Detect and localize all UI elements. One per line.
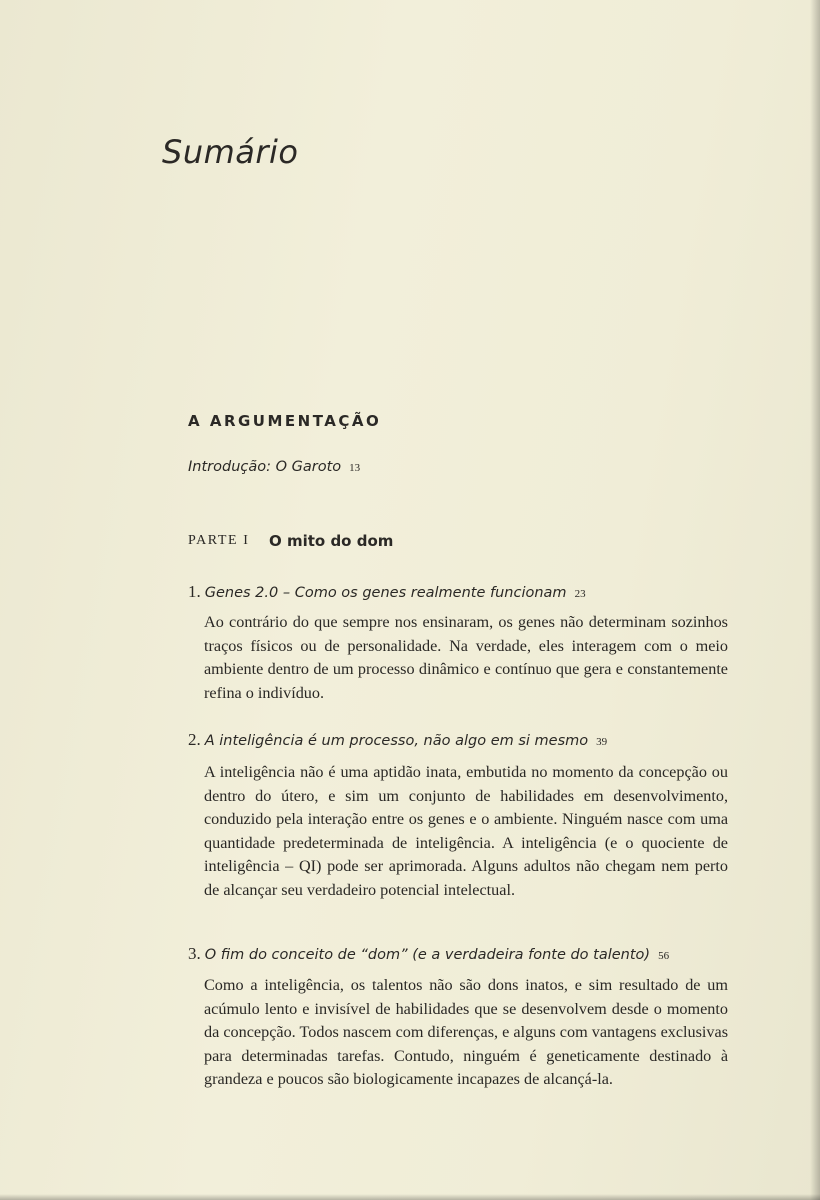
chapter-page-number: 39 — [596, 736, 608, 748]
chapter-summary: Como a inteligência, os talentos não são dons inatos, e sim resultado de um acúmulo lento e invisível de habilidades que se desenvolvem desde o momento da concepção. Todos nascem com diferenças, e alguns com vantagens exclusivas para determinadas tarefas. Contudo, ninguém é geneticamente destinado à grandeza e poucos são biologicamente incapazes de alcançá-la. — [204, 976, 728, 1089]
chapter-number: 2. — [188, 730, 201, 749]
toc-entry-chapter-2[interactable] — [188, 730, 607, 750]
intro-title: Introdução: O Garoto — [188, 459, 342, 475]
page-title: Sumário — [162, 133, 299, 171]
section-heading: A ARGUMENTAÇÃO — [188, 412, 382, 430]
chapter-number: 1. — [188, 582, 201, 601]
toc-entry-chapter-3[interactable] — [188, 944, 669, 964]
chapter-title: Genes 2.0 – Como os genes realmente funcionam — [204, 585, 567, 601]
chapter-summary: A inteligência não é uma aptidão inata, embutida no momento da concepção ou dentro do útero, e sim um conjunto de habilidades em desenvolvimento, conduzido pela interação entre os genes e o ambiente. Ninguém nasce com uma quantidade predeterminada de inteligência. A inteligência (e o quociente de inteligência – QI) pode ser aprimorada. Alguns adultos não chegam nem perto de alcançar seu verdadeiro potencial intelectual. — [204, 763, 728, 899]
chapter-page-number: 56 — [658, 950, 670, 962]
chapter-title: A inteligência é um processo, não algo em si mesmo — [204, 733, 589, 749]
part-label: PARTE I — [188, 533, 250, 548]
chapter-summary: Ao contrário do que sempre nos ensinaram, os genes não determinam sozinhos traços físicos ou de personalidade. Na verdade, eles interagem com o meio ambiente dentro de um processo dinâmico e contínuo que gera e constantemente refina o indivíduo. — [204, 613, 728, 702]
toc-entry-chapter-1[interactable] — [188, 582, 586, 602]
chapter-page-number: 23 — [574, 588, 586, 600]
part-title: O mito do dom — [269, 532, 394, 550]
toc-entry-intro[interactable] — [188, 459, 360, 475]
intro-page-number: 13 — [349, 462, 361, 474]
chapter-number: 3. — [188, 944, 201, 963]
chapter-title: O fim do conceito de “dom” (e a verdadeira fonte do talento) — [204, 947, 651, 963]
